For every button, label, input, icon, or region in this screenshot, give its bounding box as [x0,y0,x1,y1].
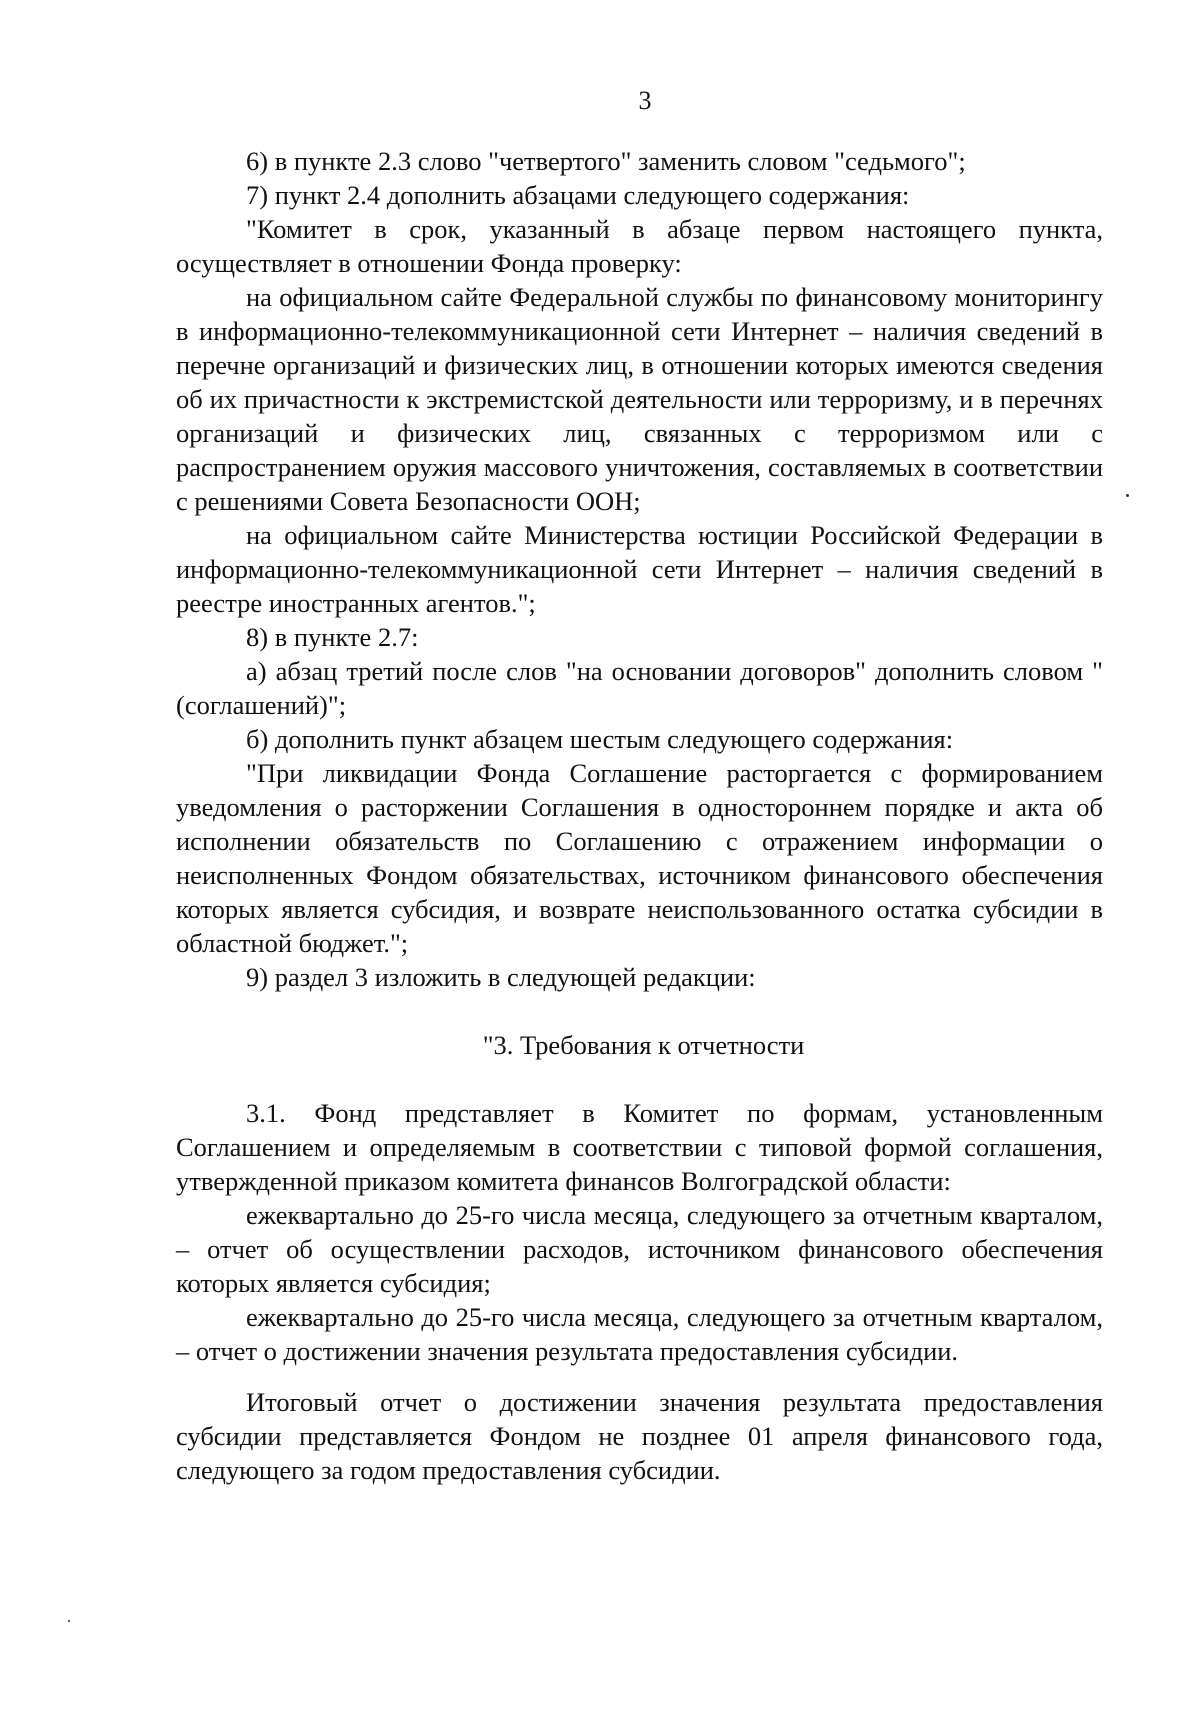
paragraph-7: 7) пункт 2.4 дополнить абзацами следующего содержания: [246,180,910,210]
paragraph-committee-check: "Комитет в срок, указанный в абзаце первом настоящего пункта, осуществляет в отношении Фонда проверку: [176,214,1103,278]
page-number: 3 [638,86,652,115]
paragraph-rosfinmonitoring: на официальном сайте Федеральной службы по финансовому мониторингу в информационно-телекоммуникационной сети Интернет – наличия сведений в перечне организаций и физических лиц, в отношении которых имеются сведения об их причастности к экстремистской деятельности или терроризму, и в перечнях организаций и физических лиц, связанных с терроризмом или с распространением оружия массового уничтожения, составляемых в соответствии с решениями Совета Безопасности ООН; [176,282,1103,516]
paragraph-gap [176,1368,1103,1385]
scan-speck [68,1620,70,1622]
paragraph-8: 8) в пункте 2.7: [246,622,419,652]
scan-speck [1126,494,1129,497]
paragraph-8a: а) абзац третий после слов "на основании договоров" дополнить словом "(соглашений)"; [176,656,1103,720]
paragraph-8b: б) дополнить пункт абзацем шестым следующего содержания: [246,724,954,754]
paragraph-6: 6) в пункте 2.3 слово "четвертого" заменить словом "седьмого"; [246,146,966,176]
paragraph-3-1: 3.1. Фонд представляет в Комитет по формам, установленным Соглашением и определяемым в соответствии с типовой формой соглашения, утвержденной приказом комитета финансов Волгоградской области: [176,1098,1103,1196]
section-title: "3. Требования к отчетности [482,1030,805,1060]
document-body [176,144,1103,1487]
paragraph-final-report: Итоговый отчет о достижении значения результата предоставления субсидии представляется Фондом не позднее 01 апреля финансового года, следующего за годом предоставления субсидии. [176,1387,1103,1485]
paragraph-quarterly-expenses: ежеквартально до 25-го числа месяца, следующего за отчетным кварталом, – отчет об осуществлении расходов, источником финансового обеспечения которых является субсидия; [176,1200,1103,1298]
paragraph-liquidation: "При ликвидации Фонда Соглашение расторгается с формированием уведомления о расторжении Соглашения в одностороннем порядке и акта об исполнении обязательств по Соглашению с отражением информации о неисполненных Фондом обязательствах, источником финансового обеспечения которых является субсидия, и возврате неиспользованного остатка субсидии в областной бюджет."; [176,758,1103,958]
paragraph-ministry-of-justice: на официальном сайте Министерства юстиции Российской Федерации в информационно-телекоммуникационной сети Интернет – наличия сведений в реестре иностранных агентов."; [176,520,1103,618]
paragraph-quarterly-result: ежеквартально до 25-го числа месяца, следующего за отчетным кварталом, – отчет о достижении значения результата предоставления субсидии. [176,1302,1103,1366]
paragraph-9: 9) раздел 3 изложить в следующей редакции: [246,962,756,992]
